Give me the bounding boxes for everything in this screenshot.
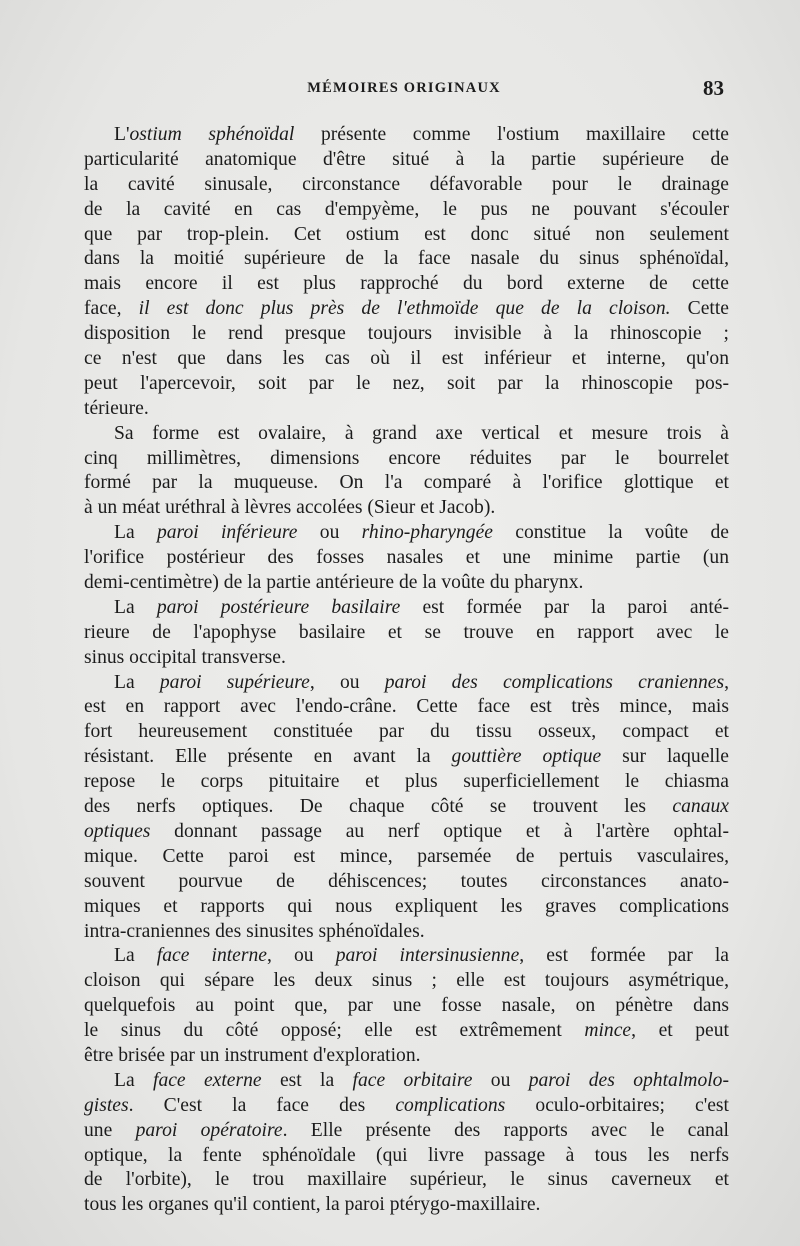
text-line [84, 870, 729, 895]
text-line [84, 1094, 729, 1119]
italic-text: complications [395, 1094, 506, 1116]
text-segment: La [114, 945, 157, 967]
text-line [84, 272, 729, 297]
text-segment: miques et rapports qui nous expliquent les graves complications [84, 895, 729, 917]
text-segment: Sa forme est ovalaire, à grand axe vertical et mesure trois à [114, 422, 729, 444]
text-line [84, 247, 729, 272]
text-line [84, 447, 729, 472]
text-line [84, 471, 729, 496]
text-segment: des nerfs optiques. De chaque côté se trouvent les [84, 796, 673, 818]
text-line [84, 1044, 729, 1069]
text-line [84, 1193, 729, 1218]
page-number: 83 [703, 76, 724, 100]
text-segment: fort heureusement constituée par du tissu osseux, compact et [84, 721, 729, 743]
text-line [84, 322, 729, 347]
italic-text: paroi postérieure basilaire [156, 596, 401, 618]
text-line [84, 646, 729, 671]
text-segment: une [84, 1119, 136, 1141]
text-segment: disposition le rend presque toujours invisible à la rhinoscopie ; [84, 323, 729, 345]
text-segment: La [114, 596, 157, 618]
text-segment: ou [472, 1069, 529, 1091]
text-segment: que par trop-plein. Cet ostium est donc situé non seulement [84, 223, 729, 245]
text-segment: est en rapport avec l'endo-crâne. Cette face est très mince, mais [84, 696, 729, 718]
text-segment: Cette [670, 298, 729, 320]
text-line [84, 1119, 729, 1144]
text-line [84, 546, 729, 571]
text-line [84, 795, 729, 820]
text-segment: , et peut [631, 1020, 729, 1042]
text-line [84, 173, 729, 198]
italic-text: canaux [672, 796, 729, 818]
text-segment: optique, la fente sphénoïdale (qui livre passage à tous les nerfs [84, 1144, 729, 1166]
text-segment: , ou [267, 945, 336, 967]
italic-text: face orbitaire [352, 1069, 473, 1091]
text-line [84, 944, 729, 969]
text-segment: cloison qui sépare les deux sinus ; elle est toujours asymétrique, [84, 970, 729, 992]
text-segment: La [114, 671, 160, 693]
text-segment: cinq millimètres, dimensions encore réduites par le bourrelet [84, 447, 729, 469]
text-segment: , [724, 671, 729, 693]
running-head: MÉMOIRES ORIGINAUX [307, 80, 501, 96]
text-segment: sur laquelle [601, 746, 730, 768]
text-line [84, 496, 729, 521]
text-line [84, 223, 729, 248]
text-line [84, 671, 729, 696]
text-segment: la cavité sinusale, circonstance défavorable pour le drainage [84, 173, 729, 195]
text-line [84, 422, 729, 447]
text-line [84, 1144, 729, 1169]
text-segment: , est formée par la [519, 945, 729, 967]
italic-text: face interne [156, 945, 267, 967]
text-segment: peut l'apercevoir, soit par le nez, soit par la rhinoscopie pos- [84, 372, 729, 394]
text-segment: face, [84, 298, 139, 320]
text-line [84, 820, 729, 845]
text-line [84, 123, 729, 148]
text-line [84, 297, 729, 322]
text-segment: demi-centimètre) de la partie antérieure de la voûte du pharynx. [84, 572, 584, 594]
text-segment: de l'orbite), le trou maxillaire supérieur, le sinus caverneux et [84, 1169, 729, 1191]
text-line [84, 994, 729, 1019]
italic-text: paroi des ophtalmolo- [528, 1069, 730, 1091]
italic-text: optiques [84, 820, 151, 842]
italic-text: gistes [84, 1094, 129, 1116]
text-line [84, 571, 729, 596]
text-segment: quelquefois au point que, par une fosse nasale, on pénètre dans [84, 995, 729, 1017]
italic-text: ostium sphénoïdal [129, 124, 295, 145]
text-line [84, 148, 729, 173]
text-segment: résistant. Elle présente en avant la [84, 746, 452, 768]
text-segment: l'orifice postérieur des fosses nasales et une minime partie (un [84, 547, 729, 569]
text-segment: souvent pourvue de déhiscences; toutes circonstances anato- [84, 870, 729, 892]
text-segment: est la [261, 1069, 353, 1091]
text-segment: térieure. [84, 397, 149, 419]
text-segment: formé par la muqueuse. On l'a comparé à l'orifice glottique et [84, 472, 729, 494]
text-segment: . Elle présente des rapports avec le canal [282, 1119, 729, 1141]
text-line [84, 1168, 729, 1193]
text-segment: donnant passage au nerf optique et à l'artère ophtal- [150, 820, 729, 842]
text-line [84, 347, 729, 372]
text-segment: ou [297, 522, 362, 544]
text-line [84, 521, 729, 546]
text-line [84, 1019, 729, 1044]
text-segment: mique. Cette paroi est mince, parsemée de pertuis vasculaires, [84, 845, 729, 867]
text-segment: dans la moitié supérieure de la face nasale du sinus sphénoïdal, [84, 248, 729, 270]
text-segment: présente comme l'ostium maxillaire cette [294, 124, 729, 145]
text-segment: oculo-orbitaires; c'est [505, 1094, 729, 1116]
italic-text: paroi intersinusienne [335, 945, 520, 967]
text-segment: rieure de l'apophyse basilaire et se trouve en rapport avec le [84, 621, 729, 643]
text-segment: L' [114, 124, 130, 145]
text-line [84, 596, 729, 621]
text-line [84, 621, 729, 646]
italic-text: paroi des complications craniennes [384, 671, 725, 693]
text-segment: particularité anatomique d'être situé à la partie supérieure de [84, 148, 729, 170]
text-line [84, 1069, 729, 1094]
text-segment: de la cavité en cas d'empyème, le pus ne pouvant s'écouler [84, 198, 729, 220]
text-line [84, 695, 729, 720]
italic-text: il est donc plus près de l'ethmoïde que de la cloison. [138, 298, 671, 320]
italic-text: mince [584, 1020, 632, 1042]
italic-text: paroi inférieure [156, 522, 298, 544]
text-segment: intra-craniennes des sinusites sphénoïdales. [84, 920, 425, 942]
text-line [84, 745, 729, 770]
text-segment: ce n'est que dans les cas où il est inférieur et interne, qu'on [84, 348, 729, 370]
text-line [84, 969, 729, 994]
text-segment: à un méat uréthral à lèvres accolées (Sieur et Jacob). [84, 497, 496, 519]
text-segment: tous les organes qu'il contient, la paroi ptérygo-maxillaire. [84, 1194, 541, 1216]
text-line [84, 845, 729, 870]
text-segment: constitue la voûte de [493, 522, 730, 544]
italic-text: gouttière optique [451, 746, 602, 768]
text-line [84, 920, 729, 945]
text-segment: sinus occipital transverse. [84, 646, 286, 668]
text-segment: La [114, 1069, 153, 1091]
text-segment: La [114, 522, 157, 544]
page-header [84, 78, 724, 102]
text-line [84, 372, 729, 397]
text-segment: . C'est la face des [128, 1094, 396, 1116]
italic-text: rhino-pharyngée [361, 522, 493, 544]
text-line [84, 397, 729, 422]
body-text [84, 123, 729, 1218]
text-segment: est formée par la paroi anté- [400, 596, 729, 618]
text-segment: le sinus du côté opposé; elle est extrêmement [84, 1020, 585, 1042]
text-line [84, 895, 729, 920]
text-segment: repose le corps pituitaire et plus superficiellement le chiasma [84, 771, 729, 793]
text-segment: être brisée par un instrument d'exploration. [84, 1044, 421, 1066]
italic-text: paroi opératoire [135, 1119, 283, 1141]
text-line [84, 198, 729, 223]
text-line [84, 720, 729, 745]
text-segment: mais encore il est plus rapproché du bord externe de cette [84, 273, 729, 295]
italic-text: face externe [153, 1069, 262, 1091]
text-line [84, 770, 729, 795]
italic-text: paroi supérieure [159, 671, 310, 693]
text-segment: , ou [309, 671, 385, 693]
